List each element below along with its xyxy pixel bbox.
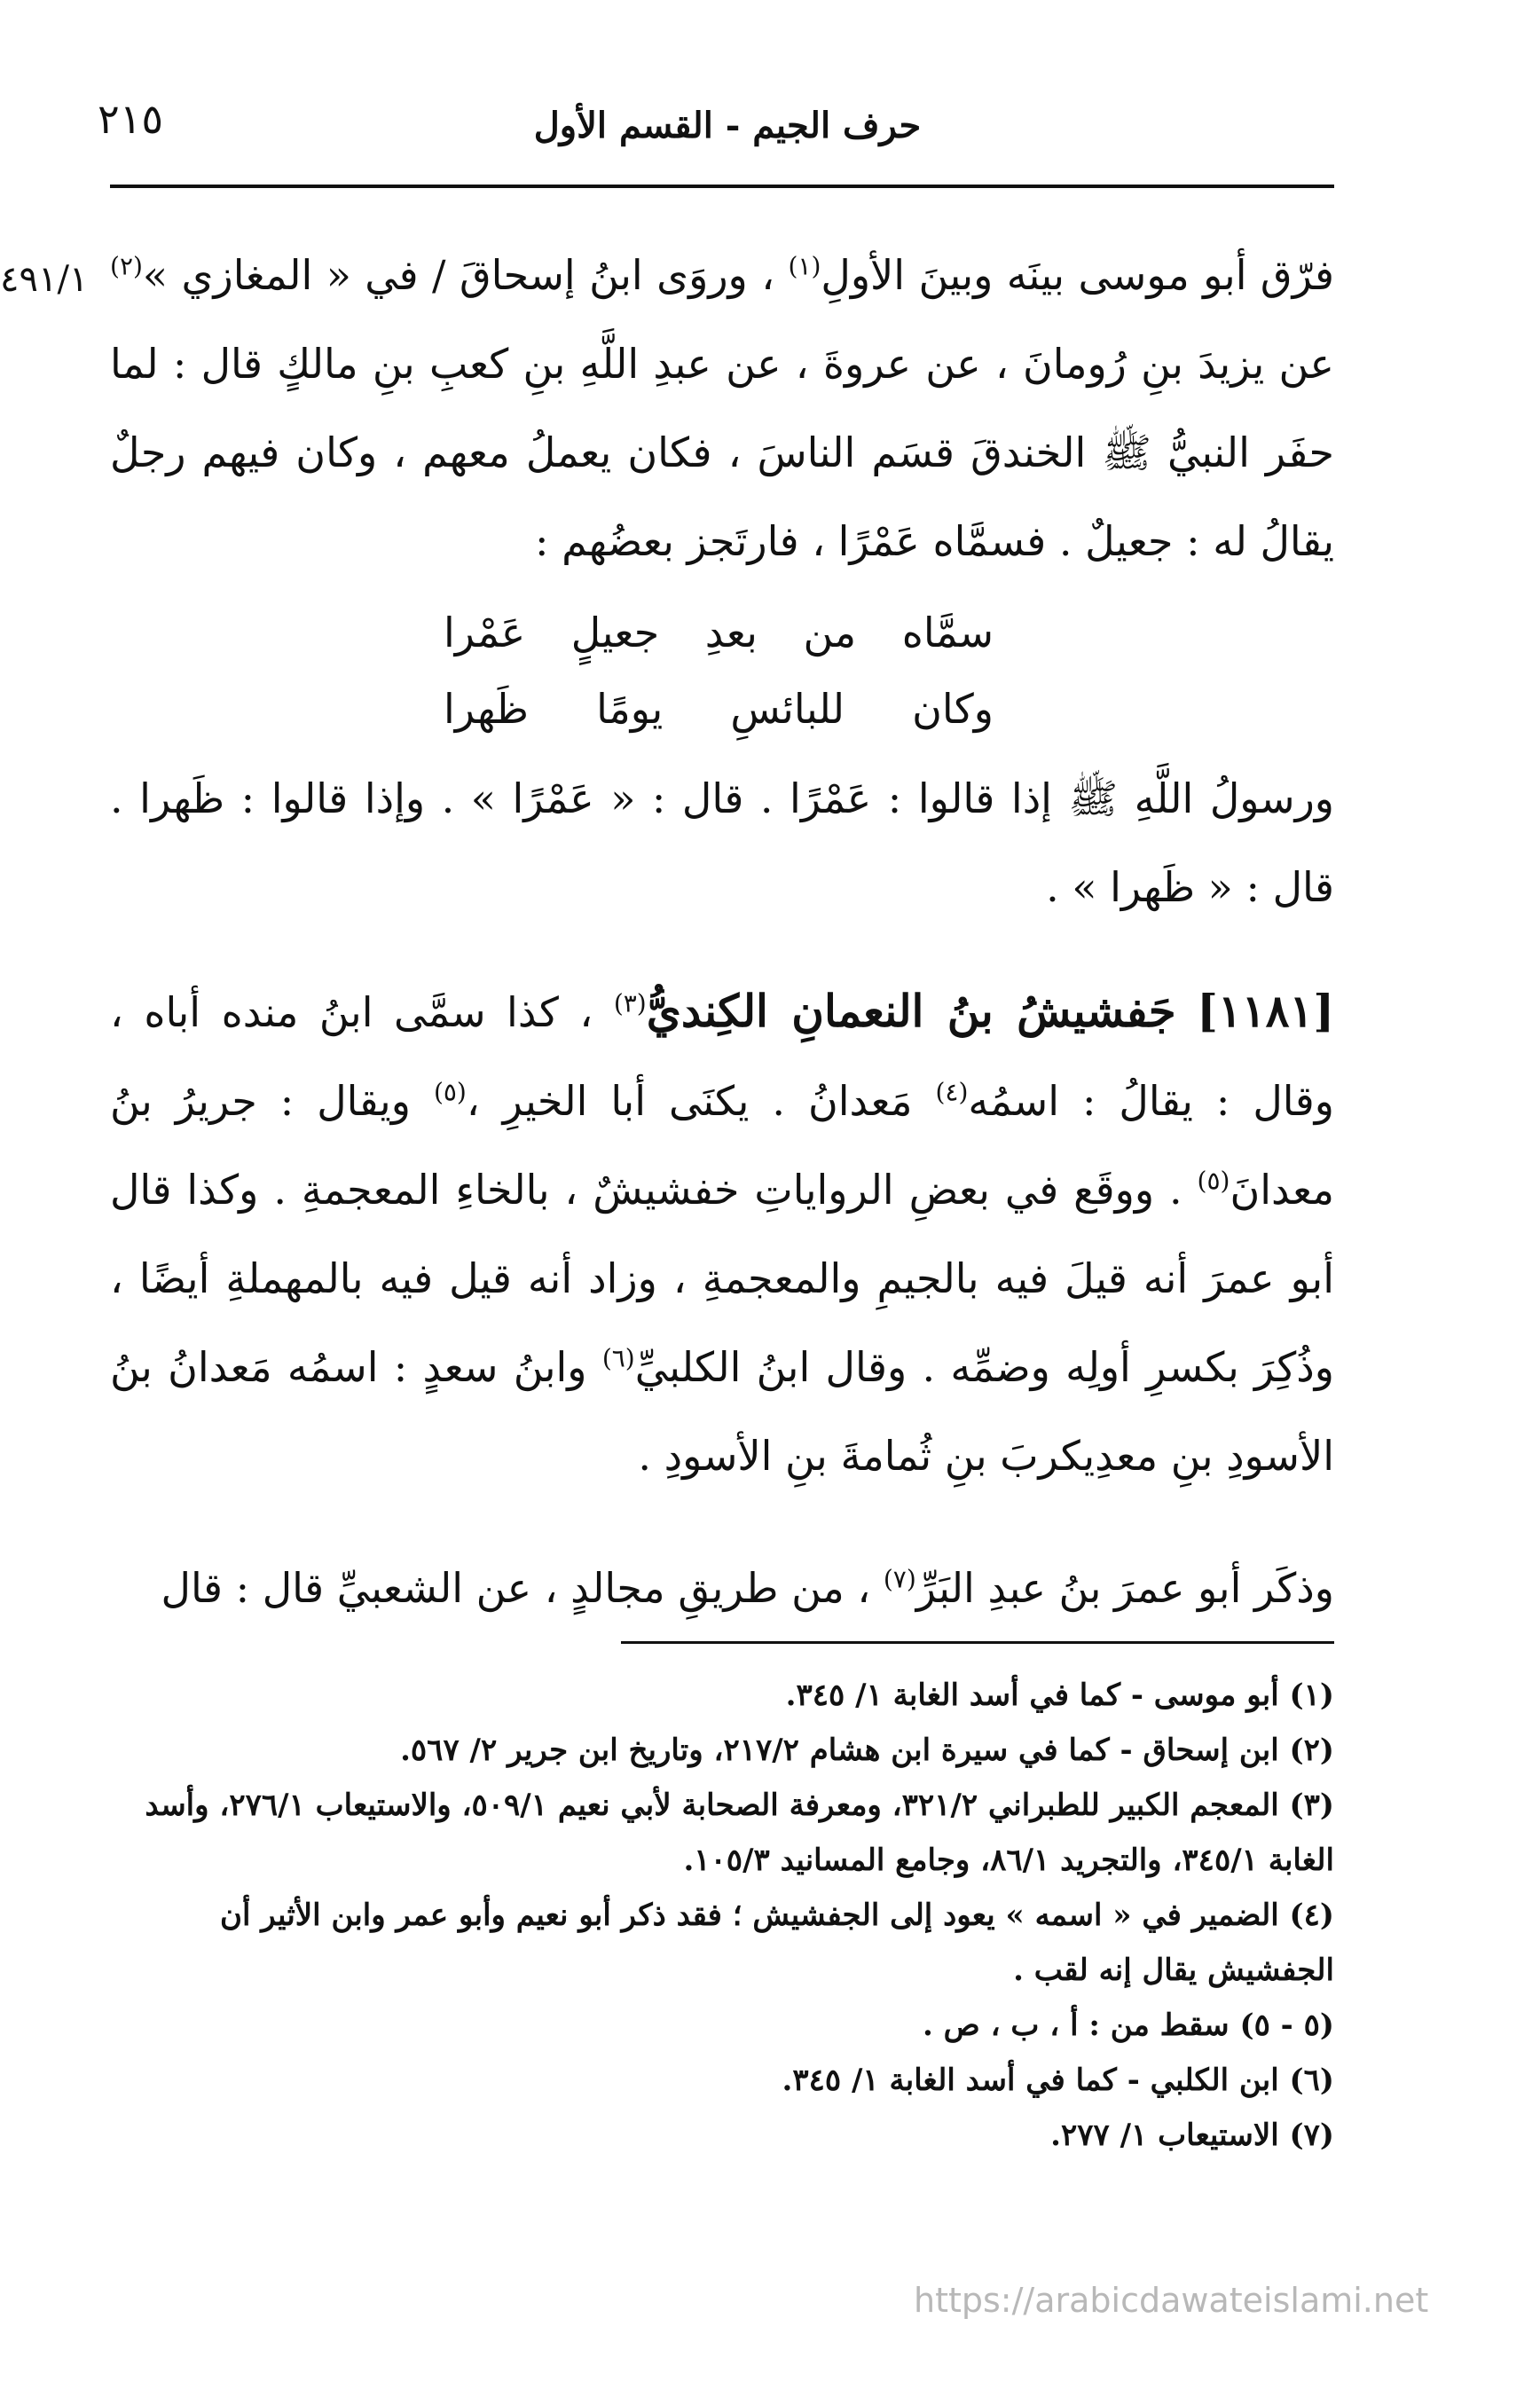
footnote-marker[interactable]: (٧)	[883, 1564, 916, 1594]
footnote-3: (٣) المعجم الكبير للطبراني ٣٢١/٢، ومعرفة الصحابة لأبي نعيم ٥٠٩/١، والاستيعاب ٢٧٦/١، وأسد الغابة ٣٤٥/١، والتجريد ٨٦/١، وجامع المسانيد ١٠٥/٣.	[145, 1788, 1334, 1878]
footnote-6: (٦) ابن الكلبي - كما في أسد الغابة ١/ ٣٤٥.	[782, 2063, 1334, 2098]
paragraph-closing	[110, 1544, 1334, 1632]
footnote-marker[interactable]: (٦)	[601, 1343, 635, 1373]
footnote-5: (٥ - ٥) سقط من : أ ، ب ، ص .	[923, 2008, 1334, 2043]
entry-name: جَفشيشُ بنُ النعمانِ الكِنديُّ	[646, 985, 1176, 1037]
page-number: ٢١٥	[98, 95, 164, 143]
footnote-2: (٢) ابن إسحاق - كما في سيرة ابن هشام ٢١٧/٢، وتاريخ ابن جرير ٢/ ٥٦٧.	[400, 1733, 1334, 1768]
entry-number: [١١٨١]	[1197, 985, 1335, 1037]
footnote-marker[interactable]: (٤)	[935, 1077, 969, 1107]
entry-1181	[110, 967, 1334, 1500]
entry-text: وابنُ سعدٍ : اسمُه مَعدانُ بنُ الأسودِ بنِ معدِيكربَ بنِ ثُمامةَ بنِ الأسودِ .	[110, 1343, 1334, 1480]
footnote-marker[interactable]: (٥)	[433, 1077, 467, 1107]
footnote-separator	[621, 1641, 1334, 1644]
footnote-4: (٤) الضمير في « اسمه » يعود إلى الجفشيش ؛ فقد ذكر أبو نعيم وأبو عمر وابن الأثير أن الجفشيش يقال إنه لقب .	[220, 1898, 1334, 1988]
paragraph-opening	[110, 231, 1334, 585]
footnote-marker[interactable]: (١)	[788, 251, 821, 281]
footnote-marker[interactable]: (٢)	[110, 251, 143, 281]
paragraph-text: فرّق أبو موسى بينَه وبينَ الأولِ	[821, 251, 1334, 299]
paragraph-text: عن يزيدَ بنِ رُومانَ ، عن عروةَ ، عن عبدِ اللَّهِ بنِ كعبِ بنِ مالكٍ قال : لما حفَر النبيُّ ﷺ الخندقَ قسَم الناسَ ، فكان يعملُ معهم ، وكان فيهم رجلٌ يقالُ له : جعيلٌ . فسمَّاه عَمْرًا ، فارتَجز بعضُهم :	[110, 340, 1334, 565]
paragraph-text: وذكَر أبو عمرَ بنُ عبدِ البَرِّ	[915, 1564, 1334, 1612]
entry-text: ويقال : جريرُ بنُ معدانَ	[110, 1077, 1334, 1214]
footnote-marker[interactable]: (٥)	[1197, 1166, 1230, 1196]
entry-text: . ووقَع في بعضِ الرواياتِ خفشيشٌ ، بالخاءِ المعجمةِ . وكذا قال أبو عمرَ أنه قيلَ فيه بالجيمِ والمعجمةِ ، وزاد أنه قيل فيه بالمهملةِ أيضًا ، وذُكِرَ بكسرِ أولِه وضمِّه . وقال ابنُ الكلبيِّ	[110, 1166, 1334, 1391]
entry-text: مَعدانُ . يكنَى أبا الخيرِ ،	[466, 1077, 913, 1125]
entry-text: ، كذا سمَّى ابنُ منده أباه ، وقال : يقالُ : اسمُه	[110, 988, 1335, 1125]
running-header-title: حرف الجيم - القسم الأول	[533, 105, 922, 146]
paragraph-text: ، وروَى ابنُ إسحاقَ / في « المغازي »	[142, 251, 775, 299]
watermark-url: https://arabicdawateislami.net	[914, 2281, 1429, 2320]
paragraph-after-verse: ورسولُ اللَّهِ ﷺ إذا قالوا : عَمْرًا . قال : « عَمْرًا » . وإذا قالوا : ظَهرا . قال : « ظَهرا » .	[110, 774, 1334, 911]
verse-line-2: وكان للبائسِ يومًا ظَهرا	[444, 685, 994, 733]
header-rule	[110, 185, 1334, 188]
verse-line-1: سمَّاه من بعدِ جعيلٍ عَمْرا	[444, 609, 994, 656]
paragraph-text: ، من طريقِ مجالدٍ ، عن الشعبيِّ قال : قال	[161, 1564, 871, 1612]
footnote-marker[interactable]: (٣)	[613, 988, 647, 1018]
footnote-7: (٧) الاستيعاب ١/ ٢٧٧.	[1050, 2118, 1334, 2153]
footnote-1: (١) أبو موسى - كما في أسد الغابة ١/ ٣٤٥.	[785, 1678, 1334, 1713]
margin-reference: ٤٩١/١	[0, 259, 89, 300]
footnotes	[110, 1668, 1334, 2163]
